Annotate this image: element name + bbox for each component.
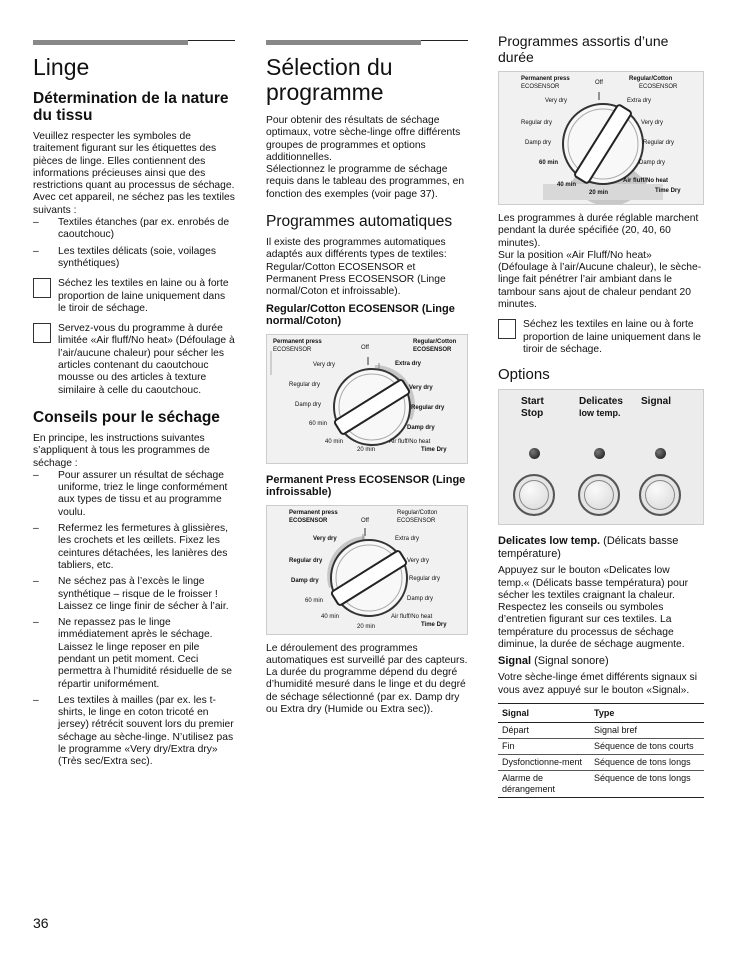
dial-label: Extra dry	[627, 98, 652, 104]
table-header: Signal	[498, 703, 590, 722]
duree-paragraph: Les programmes à durée réglable marchent pendant la durée spécifiée (20, 40, 60 minutes).	[498, 213, 699, 249]
column-linge	[33, 40, 235, 773]
duree-paragraph: Sur la position «Air Fluff/No heat» (Défoulage à l’air/Aucune chaleur), le sèche-linge fait pénétrer l’air ambiant dans le tambour sans ajout de chaleur pendant 20 minutes.	[498, 249, 702, 311]
dial-label: Regular dry	[643, 140, 675, 146]
linge-paragraph: Avec cet appareil, ne séchez pas les textiles suivants :	[33, 192, 235, 216]
section-rule	[266, 40, 468, 45]
column-selection	[266, 40, 468, 716]
heading-programmes-duree: Programmes assortis d’une durée	[498, 33, 669, 65]
table-cell: Séquence de tons longs	[590, 770, 704, 797]
dial-label: Damp dry	[291, 577, 319, 584]
dial-label: Time Dry	[421, 621, 447, 628]
dial-label: Air fluff/No heat	[623, 178, 668, 184]
dial-label: ECOSENSOR	[273, 346, 312, 353]
option-label-start-stop: Start	[521, 396, 544, 408]
dial-label: Regular/Cotton	[629, 76, 673, 82]
signal-paragraph: Votre sèche-linge émet différents signaux si vous avez appuyé sur le bouton «Signal».	[498, 672, 697, 696]
dial-label: Permanent press	[521, 76, 570, 82]
dial-label: Very dry	[409, 384, 433, 391]
dial-label: Permanent press	[289, 509, 338, 516]
signal-button[interactable]	[639, 474, 681, 516]
selection-paragraph: Le déroulement des programmes automatiques est surveillé par des capteurs. La durée du programme dépend du degré d’humidité mesuré dans le linge et du degré de séchage sélectionné (par ex. Damp dry ou Extra dry (Humide ou Extra sec)).	[266, 642, 468, 716]
note-symbol-icon	[498, 319, 516, 339]
note-rubber	[33, 323, 235, 397]
list-excluded-textiles	[33, 217, 235, 270]
heading-regular-cotton: Regular/Cotton ECOSENSOR (Linge normal/Coton)	[266, 302, 455, 328]
selection-paragraph: Sélectionnez le programme de séchage requis dans le tableau des programmes, en fonction des exemples (voir page 37).	[266, 164, 465, 200]
delicates-paragraph: Appuyez sur le bouton «Delicates low temp.« (Délicats basse températura) pour sécher les textiles craignant la chaleur. Respectez les conseils ou symboles d’entretien figurant sur ces textiles. La température du processus de séchage diminue, la durée de séchage augmente.	[498, 565, 689, 651]
dial-label: ECOSENSOR	[521, 84, 560, 90]
option-label-start-stop: Stop	[521, 408, 544, 420]
dial-label: Damp dry	[407, 595, 434, 602]
note-wool	[33, 278, 235, 315]
option-label-delicates: low temp.	[579, 408, 621, 419]
dial-label: ECOSENSOR	[289, 517, 328, 524]
dial-label: 40 min	[557, 182, 577, 188]
dial-permanent-press	[266, 505, 468, 635]
dial-label: Permanent press	[273, 338, 322, 345]
selection-paragraph: Pour obtenir des résultats de séchage optimaux, votre sèche-linge offre différents groupes de programmes et options additionnelles.	[266, 115, 461, 163]
delicates-heading-bold: Delicates low temp.	[498, 535, 601, 548]
dial-label: Very dry	[545, 98, 568, 104]
list-item: – Les textiles à mailles (par ex. les t-shirts, le linge en coton tricoté en jersey) rétrécit souvent lors du premier séchage au sèche-linge. N’utilisez pas le programme «Very dry/Extra dry» (Très sec/Extra sec).	[33, 695, 235, 769]
signal-table	[498, 703, 704, 798]
start-stop-indicator-led	[529, 448, 540, 459]
dial-label: Regular dry	[411, 404, 445, 411]
table-cell: Fin	[498, 738, 590, 754]
start-stop-button[interactable]	[513, 474, 555, 516]
dial-label-off: Off	[361, 517, 369, 524]
dial-graphic	[499, 72, 704, 205]
section-rule	[33, 40, 235, 45]
selection-paragraph: Il existe des programmes automatiques adaptés aux différents types de textiles: Regular/Cotton ECOSENSOR et Permanent Press ECOSENSOR (Linge normal/Coton et infroissable).	[266, 237, 447, 298]
delicates-indicator-led	[594, 448, 605, 459]
table-header-row	[498, 703, 704, 722]
table-row	[498, 770, 704, 797]
table-header: Type	[590, 703, 704, 722]
dial-label: 60 min	[309, 420, 328, 427]
table-row	[498, 754, 704, 770]
dial-label: 60 min	[305, 597, 324, 604]
dial-label: Air fluff/No heat	[391, 613, 433, 620]
dial-label: Very dry	[313, 361, 336, 368]
page-number: 36	[33, 915, 49, 931]
table-row	[498, 738, 704, 754]
dial-label: Air fluff/No heat	[389, 438, 431, 445]
dial-label: Damp dry	[639, 160, 666, 166]
option-label-signal: Signal	[641, 396, 672, 408]
dial-label: Very dry	[641, 120, 664, 126]
table-cell: Signal bref	[590, 722, 704, 738]
heading-options: Options	[498, 366, 550, 384]
signal-heading-bold: Signal	[498, 655, 532, 668]
dial-label: Regular dry	[409, 575, 441, 582]
dial-label: Damp dry	[407, 424, 435, 431]
dial-label: Very dry	[407, 557, 430, 564]
dial-label: Regular dry	[289, 381, 321, 388]
dial-label: Extra dry	[395, 535, 420, 542]
signal-indicator-led	[655, 448, 666, 459]
list-drying-tips	[33, 470, 235, 769]
list-item: – Refermez les fermetures à glissières, les crochets et les œillets. Fixez les ceintures détachées, les lanières des tabliers, etc.	[33, 523, 235, 572]
dial-label: Damp dry	[525, 140, 552, 146]
table-cell: Départ	[498, 722, 590, 738]
linge-title: Linge	[33, 54, 90, 80]
list-item: – Pour assurer un résultat de séchage uniforme, triez le linge conformément aux types de tissu et au programme voulu.	[33, 470, 235, 519]
option-label-delicates: Delicates	[579, 396, 623, 408]
subheading-programmes-automatiques: Programmes automatiques	[266, 213, 453, 231]
list-item: – Textiles étanches (par ex. enrobés de caoutchouc)	[33, 217, 235, 242]
table-row	[498, 722, 704, 738]
dial-label: 60 min	[539, 160, 559, 166]
column-duree-options	[498, 34, 704, 798]
note-text: Servez-vous du programme à durée limitée «Air fluff/No heat» (Défoulage à l’air/aucune chaleur) pour sécher les articles contenant du caoutchouc mousse ou des articles à texture similaire à celle du caoutchouc.	[58, 323, 235, 396]
note-text: Séchez les textiles en laine ou à forte proportion de laine uniquement dans le tiroir de séchage.	[58, 278, 229, 314]
dial-label: Regular dry	[289, 557, 323, 564]
table-cell: Alarme de dérangement	[498, 770, 590, 797]
dial-label-off: Off	[361, 344, 369, 351]
dial-label: Regular/Cotton	[397, 509, 438, 516]
dial-label: Regular dry	[521, 120, 553, 126]
linge-paragraph: En principe, les instructions suivantes s’appliquent à tous les programmes de séchage :	[33, 432, 210, 469]
dial-regular-cotton	[266, 334, 468, 464]
dial-label: 40 min	[325, 438, 344, 445]
linge-paragraph: Veuillez respecter les symboles de traitement figurant sur les étiquettes des pièces de linge. Elles contiennent des informations précieuses ainsi que des restrictions quant au processus de séchage.	[33, 131, 235, 192]
signal-heading-rest: (Signal sonore)	[534, 655, 609, 668]
note-symbol-icon	[33, 278, 51, 298]
linge-subheading-nature: Détermination de la nature du tissu	[33, 90, 229, 124]
note-symbol-icon	[33, 323, 51, 343]
dial-label: Time Dry	[655, 188, 681, 194]
dial-label: Regular/Cotton	[413, 338, 457, 345]
note-text: Séchez les textiles en laine ou à forte proportion de laine uniquement dans le tiroir de séchage.	[523, 319, 702, 355]
dial-label: ECOSENSOR	[397, 517, 436, 524]
dial-graphic	[267, 506, 468, 635]
dial-label: Very dry	[313, 535, 337, 542]
dial-time-programs	[498, 71, 704, 205]
dial-label: ECOSENSOR	[639, 84, 678, 90]
delicates-heading-rest: (Délicats basse température)	[498, 535, 679, 561]
selection-title: Sélection du programme	[266, 54, 393, 105]
options-control-panel	[498, 389, 704, 525]
list-item: – Les textiles délicats (soie, voilages synthétiques)	[33, 246, 235, 271]
dial-label: Extra dry	[395, 360, 422, 367]
dial-graphic	[267, 335, 468, 464]
table-cell: Séquence de tons courts	[590, 738, 704, 754]
delicates-low-temp-button[interactable]	[578, 474, 620, 516]
table-cell: Dysfonctionne-ment	[498, 754, 590, 770]
list-item: – Ne repassez pas le linge immédiatement après le séchage. Laissez le linge reposer en pile pendant un petit moment. Ceci permettra à l’humidité résiduelle de se répartir uniformément.	[33, 617, 235, 691]
note-wool	[498, 319, 704, 356]
heading-permanent-press: Permanent Press ECOSENSOR (Linge infroissable)	[266, 473, 466, 499]
list-item: – Ne séchez pas à l’excès le linge synthétique – risque de le froisser ! Laissez ce linge finir de sécher à l’air.	[33, 576, 235, 613]
dial-label: 40 min	[321, 613, 340, 620]
table-cell: Séquence de tons longs	[590, 754, 704, 770]
delicates-heading	[498, 535, 704, 561]
dial-label-off: Off	[595, 80, 603, 86]
dial-label: Damp dry	[295, 401, 322, 408]
dial-label: Time Dry	[421, 446, 447, 453]
dial-label: 20 min	[589, 190, 609, 196]
signal-heading	[498, 655, 704, 668]
dial-label: 20 min	[357, 623, 376, 630]
dial-label: 20 min	[357, 446, 376, 453]
linge-subheading-conseils: Conseils pour le séchage	[33, 408, 220, 426]
dial-label: ECOSENSOR	[413, 346, 452, 353]
